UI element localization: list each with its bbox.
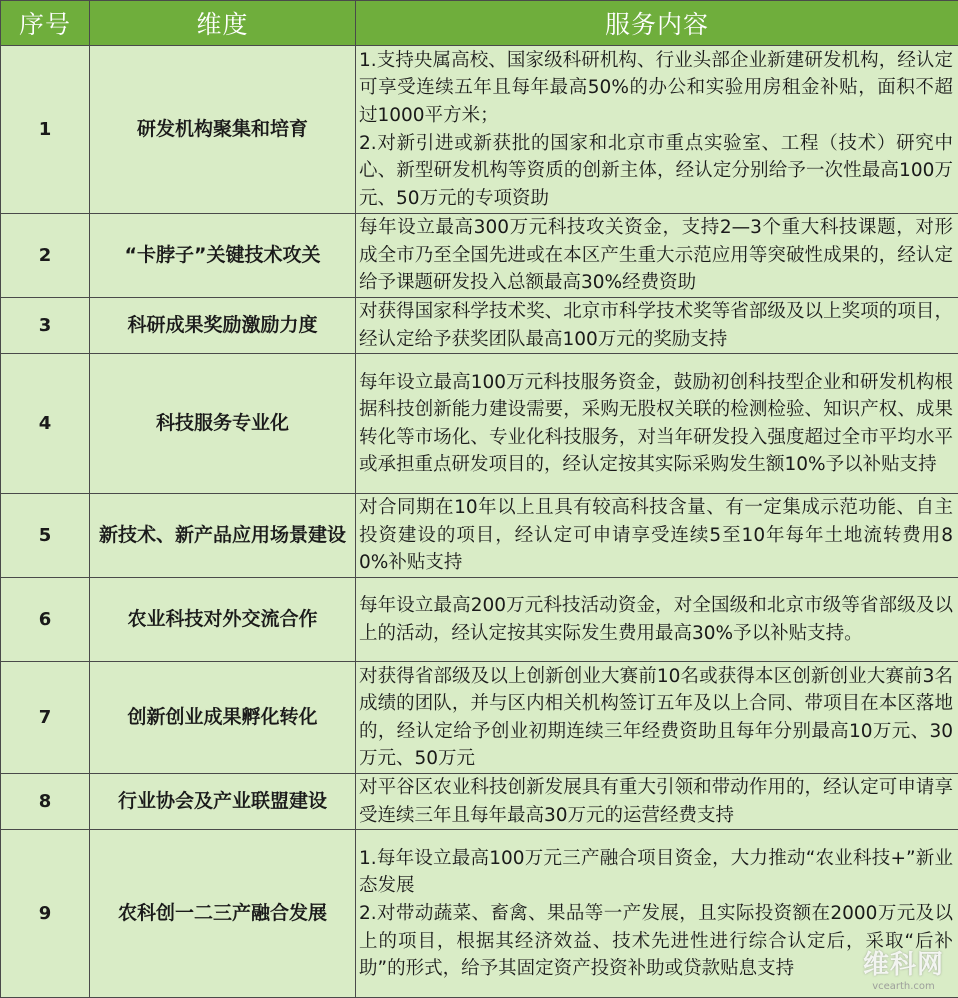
row-dimension: 创新创业成果孵化转化 bbox=[90, 662, 356, 774]
row-content: 每年设立最高300万元科技攻关资金，支持2—3个重大科技课题，对形成全市乃至全国先进或在本区产生重大示范应用等突破性成果的，经认定给予课题研发投入总额最高30%经费资助 bbox=[356, 214, 958, 298]
table-row bbox=[1, 662, 958, 774]
row-content: 每年设立最高100万元科技服务资金，鼓励初创科技型企业和研发机构根据科技创新能力建设需要，采购无股权关联的检测检验、知识产权、成果转化等市场化、专业化科技服务，对当年研发投入强度超过全市平均水平或承担重点研发项目的，经认定按其实际采购发生额10%予以补贴支持 bbox=[356, 354, 958, 494]
row-dimension: 研发机构聚集和培育 bbox=[90, 46, 356, 214]
row-number: 5 bbox=[1, 494, 90, 578]
table-row bbox=[1, 354, 958, 494]
row-number: 3 bbox=[1, 298, 90, 354]
row-content: 每年设立最高200万元科技活动资金，对全国级和北京市级等省部级及以上的活动，经认定按其实际发生费用最高30%予以补贴支持。 bbox=[356, 578, 958, 662]
row-content: 对获得省部级及以上创新创业大赛前10名或获得本区创新创业大赛前3名成绩的团队，并与区内相关机构签订五年及以上合同、带项目在本区落地的，经认定给予创业初期连续三年经费资助且每年分别最高10万元、30万元、50万元 bbox=[356, 662, 958, 774]
row-number: 1 bbox=[1, 46, 90, 214]
row-dimension: 行业协会及产业联盟建设 bbox=[90, 774, 356, 830]
row-number: 8 bbox=[1, 774, 90, 830]
table-row bbox=[1, 494, 958, 578]
table-row bbox=[1, 578, 958, 662]
header-number: 序号 bbox=[1, 1, 90, 46]
table-row bbox=[1, 774, 958, 830]
row-number: 6 bbox=[1, 578, 90, 662]
row-dimension: 科技服务专业化 bbox=[90, 354, 356, 494]
row-dimension: “卡脖子”关键技术攻关 bbox=[90, 214, 356, 298]
table-row bbox=[1, 214, 958, 298]
table-row bbox=[1, 46, 958, 214]
header-content: 服务内容 bbox=[356, 1, 958, 46]
row-content: 对合同期在10年以上且具有较高科技含量、有一定集成示范功能、自主投资建设的项目，经认定可申请享受连续5至10年每年土地流转费用80%补贴支持 bbox=[356, 494, 958, 578]
watermark-text: 维科网 bbox=[862, 950, 944, 980]
table-header-row bbox=[1, 1, 958, 46]
table-row bbox=[1, 298, 958, 354]
row-content: 对平谷区农业科技创新发展具有重大引领和带动作用的，经认定可申请享受连续三年且每年最高30万元的运营经费支持 bbox=[356, 774, 958, 830]
table-row bbox=[1, 830, 958, 998]
row-dimension: 农科创一二三产融合发展 bbox=[90, 830, 356, 998]
row-content: 对获得国家科学技术奖、北京市科学技术奖等省部级及以上奖项的项目，经认定给予获奖团队最高100万元的奖励支持 bbox=[356, 298, 958, 354]
row-number: 9 bbox=[1, 830, 90, 998]
watermark-url: vcearth.com bbox=[872, 981, 935, 992]
row-dimension: 农业科技对外交流合作 bbox=[90, 578, 356, 662]
header-dimension: 维度 bbox=[90, 1, 356, 46]
row-content: 1.支持央属高校、国家级科研机构、行业头部企业新建研发机构，经认定可享受连续五年且每年最高50%的办公和实验用房租金补贴，面积不超过1000平方米； 2.对新引进或新获批的国家和北京市重点实验室、工程（技术）研究中心、新型研发机构等资质的创新主体，经认定分别给予一次性最高100万元、50万元的专项资助 bbox=[356, 46, 958, 214]
row-dimension: 新技术、新产品应用场景建设 bbox=[90, 494, 356, 578]
row-content: 1.每年设立最高100万元三产融合项目资金，大力推动“农业科技+”新业态发展 2.对带动蔬菜、畜禽、果品等一产发展，且实际投资额在2000万元及以上的项目，根据其经济效益、技术先进性进行综合认定后，采取“后补助”的形式，给予其固定资产投资补助或贷款贴息支持 bbox=[356, 830, 958, 998]
row-number: 4 bbox=[1, 354, 90, 494]
row-number: 7 bbox=[1, 662, 90, 774]
row-dimension: 科研成果奖励激励力度 bbox=[90, 298, 356, 354]
row-number: 2 bbox=[1, 214, 90, 298]
